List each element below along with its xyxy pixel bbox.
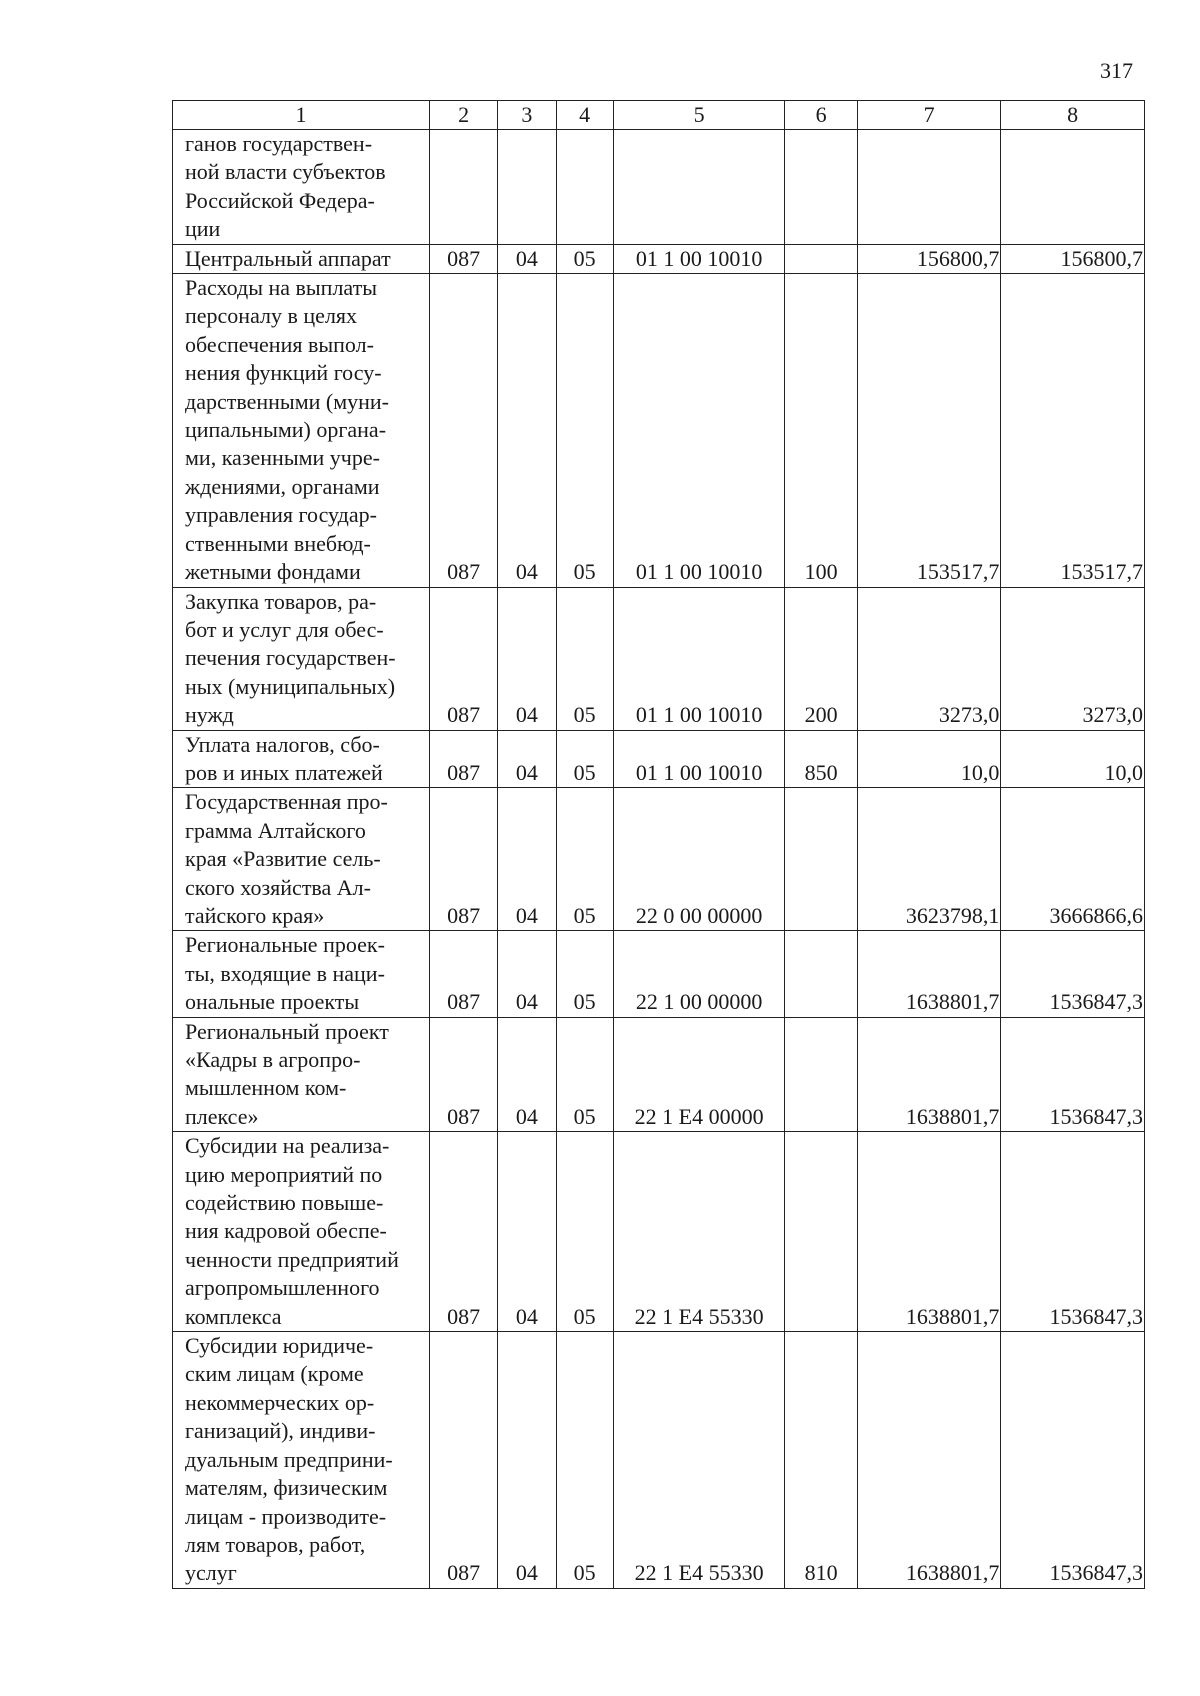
expense-name-line: нения функций госу- — [185, 360, 382, 386]
expense-name-line: ров и иных платежей — [185, 759, 383, 785]
expense-name-line: ции — [185, 216, 221, 242]
ministry-code: 087 — [430, 244, 498, 273]
header-cell-4: 4 — [556, 101, 613, 130]
subsection-code — [556, 130, 613, 245]
header-cell-1: 1 — [173, 101, 430, 130]
amount-col7: 153517,7 — [857, 274, 1001, 587]
expense-name-line: мышленном ком- — [185, 1075, 347, 1101]
expense-name-line: Расходы на выплаты — [185, 275, 378, 301]
expense-name-line: содействию повыше- — [185, 1190, 384, 1216]
ministry-code — [430, 130, 498, 245]
expense-name-line: Субсидии юридиче- — [185, 1333, 374, 1359]
header-cell-3: 3 — [498, 101, 556, 130]
expense-name-line: агропромышленного — [185, 1275, 380, 1301]
section-code: 04 — [498, 931, 556, 1017]
table-row — [173, 1332, 1145, 1589]
expense-kind-code: 200 — [785, 587, 857, 730]
amount-col7: 10,0 — [857, 730, 1001, 788]
expense-name-line: ты, входящие в наци- — [185, 960, 385, 986]
section-code: 04 — [498, 788, 556, 931]
subsection-code: 05 — [556, 244, 613, 273]
ministry-code: 087 — [430, 274, 498, 587]
table-header — [173, 101, 1145, 130]
target-article-code: 01 1 00 10010 — [613, 274, 785, 587]
amount-col8: 156800,7 — [1001, 244, 1145, 273]
ministry-code: 087 — [430, 587, 498, 730]
expense-name-line: грамма Алтайского — [185, 817, 366, 843]
target-article-code: 01 1 00 10010 — [613, 730, 785, 788]
amount-col7: 1638801,7 — [857, 1017, 1001, 1132]
expense-name-line: дуальным предприни- — [185, 1446, 393, 1472]
expense-name-line: Государственная про- — [185, 789, 388, 815]
expense-name — [173, 274, 430, 587]
expense-name-line: лицам - производите- — [185, 1503, 387, 1529]
expense-name-line: Региональные проек- — [185, 932, 385, 958]
expense-name-line: некоммерческих ор- — [185, 1389, 375, 1415]
expense-name-line: ния кадровой обеспе- — [185, 1218, 387, 1244]
subsection-code: 05 — [556, 1332, 613, 1589]
amount-col8: 1536847,3 — [1001, 1017, 1145, 1132]
expense-name-line: ных (муниципальных) — [185, 673, 396, 699]
amount-col7: 3623798,1 — [857, 788, 1001, 931]
expense-kind-code — [785, 788, 857, 931]
expense-name-line: Закупка товаров, ра- — [185, 588, 377, 614]
expense-name — [173, 730, 430, 788]
expense-name-line: «Кадры в агропро- — [185, 1047, 361, 1072]
expense-kind-code: 810 — [785, 1332, 857, 1589]
amount-col7: 156800,7 — [857, 244, 1001, 273]
table-row — [173, 587, 1145, 730]
expense-name-line: ским лицам (кроме — [185, 1361, 364, 1387]
header-cell-5: 5 — [613, 101, 785, 130]
expense-name-line: ональные проекты — [185, 989, 360, 1015]
subsection-code: 05 — [556, 931, 613, 1017]
subsection-code: 05 — [556, 274, 613, 587]
expense-name-line: мателям, физическим — [185, 1475, 388, 1501]
expense-name-line: управления государ- — [185, 502, 377, 528]
amount-col7: 3273,0 — [857, 587, 1001, 730]
ministry-code: 087 — [430, 1332, 498, 1589]
ministry-code: 087 — [430, 730, 498, 788]
target-article-code: 01 1 00 10010 — [613, 244, 785, 273]
target-article-code — [613, 130, 785, 245]
expense-name-line: лям товаров, работ, — [185, 1531, 366, 1557]
expense-kind-code — [785, 244, 857, 273]
expense-name-line: бот и услуг для обес- — [185, 616, 384, 642]
ministry-code: 087 — [430, 1132, 498, 1332]
expense-name-line: Центральный аппарат — [185, 245, 391, 271]
expense-name-line: ственными внебюд- — [185, 530, 371, 556]
section-code: 04 — [498, 244, 556, 273]
target-article-code: 22 1 E4 55330 — [613, 1332, 785, 1589]
expense-name-line: ганов государствен- — [185, 131, 373, 156]
subsection-code: 05 — [556, 1017, 613, 1132]
section-code: 04 — [498, 274, 556, 587]
expense-name-line: обеспечения выпол- — [185, 331, 374, 357]
amount-col7: 1638801,7 — [857, 931, 1001, 1017]
section-code: 04 — [498, 1017, 556, 1132]
target-article-code: 01 1 00 10010 — [613, 587, 785, 730]
expense-name-line: Региональный проект — [185, 1018, 389, 1044]
amount-col8: 1536847,3 — [1001, 1132, 1145, 1332]
header-cell-6: 6 — [785, 101, 857, 130]
table-row — [173, 1017, 1145, 1132]
expense-kind-code — [785, 931, 857, 1017]
amount-col8: 1536847,3 — [1001, 1332, 1145, 1589]
expense-name-line: ципальными) органа- — [185, 417, 387, 443]
header-row — [173, 101, 1145, 130]
header-cell-8: 8 — [1001, 101, 1145, 130]
expense-name-line: печения государствен- — [185, 645, 396, 671]
expense-name-line: Уплата налогов, сбо- — [185, 731, 380, 757]
expense-name-line: плексе» — [185, 1103, 259, 1129]
expense-kind-code — [785, 130, 857, 245]
ministry-code: 087 — [430, 1017, 498, 1132]
expense-name — [173, 1132, 430, 1332]
section-code: 04 — [498, 587, 556, 730]
target-article-code: 22 1 E4 00000 — [613, 1017, 785, 1132]
section-code: 04 — [498, 1332, 556, 1589]
amount-col8: 3666866,6 — [1001, 788, 1145, 931]
expense-name-line: цию мероприятий по — [185, 1161, 383, 1187]
expense-name — [173, 788, 430, 931]
table-row — [173, 788, 1145, 931]
table-row — [173, 130, 1145, 245]
expense-name-line: ского хозяйства Ал- — [185, 874, 371, 900]
amount-col7 — [857, 130, 1001, 245]
header-cell-7: 7 — [857, 101, 1001, 130]
expense-name-line: ной власти субъектов — [185, 159, 386, 185]
expense-kind-code — [785, 1132, 857, 1332]
target-article-code: 22 0 00 00000 — [613, 788, 785, 931]
table-row — [173, 730, 1145, 788]
table-body — [173, 130, 1145, 1589]
ministry-code: 087 — [430, 788, 498, 931]
expense-name-line: тайского края» — [185, 902, 325, 928]
expense-name-line: нужд — [185, 702, 234, 728]
amount-col7: 1638801,7 — [857, 1132, 1001, 1332]
subsection-code: 05 — [556, 1132, 613, 1332]
ministry-code: 087 — [430, 931, 498, 1017]
section-code: 04 — [498, 1132, 556, 1332]
subsection-code: 05 — [556, 587, 613, 730]
table-row — [173, 274, 1145, 587]
expense-name — [173, 1017, 430, 1132]
expense-name-line: ми, казенными учре- — [185, 445, 380, 471]
expense-kind-code: 100 — [785, 274, 857, 587]
amount-col8: 153517,7 — [1001, 274, 1145, 587]
expense-name — [173, 931, 430, 1017]
amount-col7: 1638801,7 — [857, 1332, 1001, 1589]
target-article-code: 22 1 E4 55330 — [613, 1132, 785, 1332]
expense-name-line: услуг — [185, 1560, 237, 1586]
table-row — [173, 931, 1145, 1017]
expense-name-line: персоналу в целях — [185, 303, 358, 329]
expense-name-line: ждениями, органами — [185, 473, 380, 499]
amount-col8 — [1001, 130, 1145, 245]
amount-col8: 10,0 — [1001, 730, 1145, 788]
expense-name-line: ченности предприятий — [185, 1246, 399, 1272]
subsection-code: 05 — [556, 730, 613, 788]
expense-kind-code: 850 — [785, 730, 857, 788]
page-number: 317 — [1100, 58, 1133, 83]
amount-col8: 1536847,3 — [1001, 931, 1145, 1017]
table-row — [173, 244, 1145, 273]
expense-kind-code — [785, 1017, 857, 1132]
expense-name — [173, 244, 430, 273]
expense-name-line: жетными фондами — [185, 559, 361, 585]
expense-name-line: дарственными (муни- — [185, 388, 390, 414]
expense-name-line: Субсидии на реализа- — [185, 1133, 390, 1159]
expense-name-line: комплекса — [185, 1303, 282, 1329]
expense-name — [173, 1332, 430, 1589]
subsection-code: 05 — [556, 788, 613, 931]
header-cell-2: 2 — [430, 101, 498, 130]
target-article-code: 22 1 00 00000 — [613, 931, 785, 1017]
expense-name-line: Российской Федера- — [185, 187, 375, 213]
expense-name — [173, 587, 430, 730]
amount-col8: 3273,0 — [1001, 587, 1145, 730]
expense-name-line: ганизаций), индиви- — [185, 1418, 376, 1444]
section-code — [498, 130, 556, 245]
budget-table — [172, 100, 1145, 1589]
expense-name-line: края «Развитие сель- — [185, 846, 381, 872]
section-code: 04 — [498, 730, 556, 788]
expense-name — [173, 130, 430, 245]
table-row — [173, 1132, 1145, 1332]
